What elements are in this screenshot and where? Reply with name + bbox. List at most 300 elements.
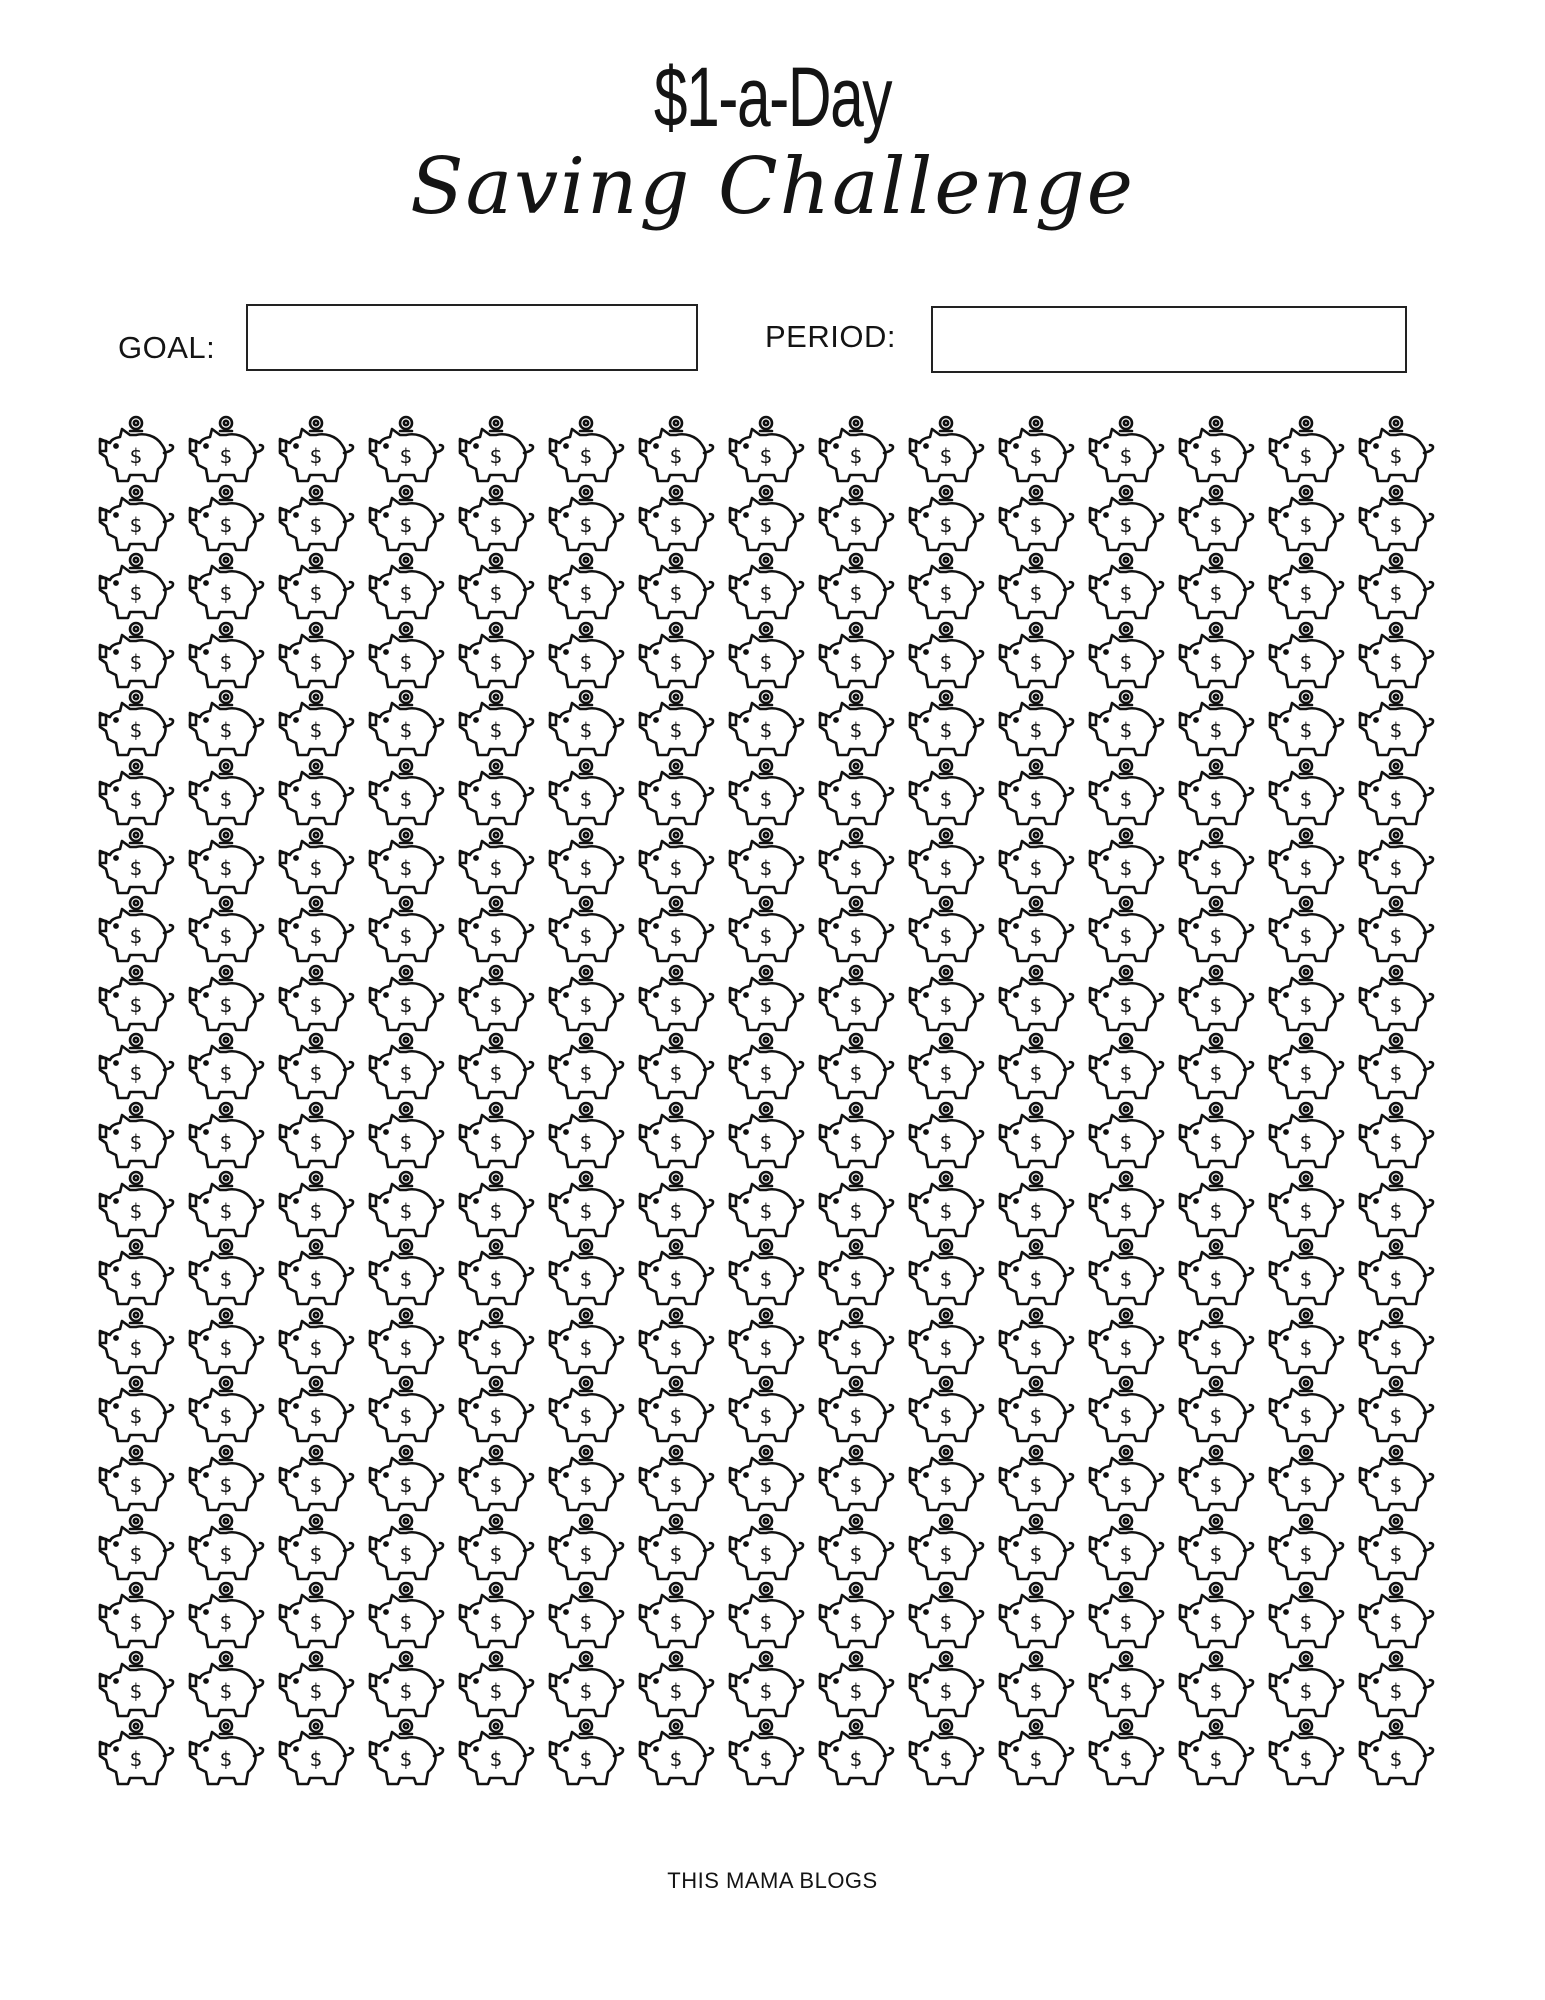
piggy-bank-icon[interactable] <box>366 1030 446 1105</box>
piggy-bank-icon[interactable] <box>1266 1716 1346 1791</box>
piggy-bank-icon[interactable] <box>456 1236 536 1311</box>
piggy-bank-icon[interactable] <box>636 550 716 625</box>
piggy-bank-icon[interactable] <box>1266 482 1346 557</box>
piggy-bank-icon[interactable] <box>1266 1236 1346 1311</box>
piggy-bank-icon[interactable] <box>1086 1168 1166 1243</box>
piggy-bank-icon[interactable] <box>816 962 896 1037</box>
piggy-bank-icon[interactable] <box>96 1030 176 1105</box>
piggy-bank-icon[interactable] <box>636 1030 716 1105</box>
piggy-bank-icon[interactable] <box>1086 619 1166 694</box>
piggy-bank-icon[interactable] <box>456 1511 536 1586</box>
piggy-bank-icon[interactable] <box>1176 1579 1256 1654</box>
piggy-bank-icon[interactable] <box>546 1099 626 1174</box>
piggy-bank-icon[interactable] <box>816 893 896 968</box>
piggy-bank-icon[interactable] <box>906 893 986 968</box>
piggy-bank-icon[interactable] <box>996 756 1076 831</box>
piggy-bank-icon[interactable] <box>906 1305 986 1380</box>
piggy-bank-icon[interactable] <box>1086 1030 1166 1105</box>
piggy-bank-icon[interactable] <box>96 825 176 900</box>
piggy-bank-icon[interactable] <box>816 1579 896 1654</box>
piggy-bank-icon[interactable] <box>276 619 356 694</box>
piggy-bank-icon[interactable] <box>276 1511 356 1586</box>
piggy-bank-icon[interactable] <box>186 619 266 694</box>
piggy-bank-icon[interactable] <box>816 482 896 557</box>
piggy-bank-icon[interactable] <box>1356 413 1436 488</box>
piggy-bank-icon[interactable] <box>456 1099 536 1174</box>
piggy-bank-icon[interactable] <box>1176 1648 1256 1723</box>
piggy-bank-icon[interactable] <box>636 1648 716 1723</box>
piggy-bank-icon[interactable] <box>276 1305 356 1380</box>
piggy-bank-icon[interactable] <box>546 619 626 694</box>
piggy-bank-icon[interactable] <box>1176 550 1256 625</box>
piggy-bank-icon[interactable] <box>1356 1168 1436 1243</box>
piggy-bank-icon[interactable] <box>816 1168 896 1243</box>
piggy-bank-icon[interactable] <box>996 413 1076 488</box>
piggy-bank-icon[interactable] <box>726 1442 806 1517</box>
piggy-bank-icon[interactable] <box>1176 1030 1256 1105</box>
piggy-bank-icon[interactable] <box>1086 893 1166 968</box>
piggy-bank-icon[interactable] <box>996 1099 1076 1174</box>
piggy-bank-icon[interactable] <box>1266 962 1346 1037</box>
piggy-bank-icon[interactable] <box>1266 619 1346 694</box>
piggy-bank-icon[interactable] <box>276 1716 356 1791</box>
piggy-bank-icon[interactable] <box>1266 550 1346 625</box>
piggy-bank-icon[interactable] <box>636 687 716 762</box>
piggy-bank-icon[interactable] <box>546 1305 626 1380</box>
piggy-bank-icon[interactable] <box>1266 413 1346 488</box>
piggy-bank-icon[interactable] <box>996 1236 1076 1311</box>
piggy-bank-icon[interactable] <box>276 1442 356 1517</box>
piggy-bank-icon[interactable] <box>636 1168 716 1243</box>
piggy-bank-icon[interactable] <box>1356 962 1436 1037</box>
piggy-bank-icon[interactable] <box>456 1305 536 1380</box>
piggy-bank-icon[interactable] <box>366 1305 446 1380</box>
piggy-bank-icon[interactable] <box>1086 1511 1166 1586</box>
piggy-bank-icon[interactable] <box>1176 1236 1256 1311</box>
piggy-bank-icon[interactable] <box>906 1168 986 1243</box>
piggy-bank-icon[interactable] <box>996 1168 1076 1243</box>
piggy-bank-icon[interactable] <box>1266 1305 1346 1380</box>
piggy-bank-icon[interactable] <box>1176 1442 1256 1517</box>
piggy-bank-icon[interactable] <box>366 1511 446 1586</box>
piggy-bank-icon[interactable] <box>186 1305 266 1380</box>
piggy-bank-icon[interactable] <box>726 756 806 831</box>
piggy-bank-icon[interactable] <box>816 1373 896 1448</box>
piggy-bank-icon[interactable] <box>726 1579 806 1654</box>
piggy-bank-icon[interactable] <box>906 413 986 488</box>
piggy-bank-icon[interactable] <box>1176 1305 1256 1380</box>
piggy-bank-icon[interactable] <box>366 893 446 968</box>
piggy-bank-icon[interactable] <box>906 1236 986 1311</box>
piggy-bank-icon[interactable] <box>186 1168 266 1243</box>
piggy-bank-icon[interactable] <box>726 1716 806 1791</box>
piggy-bank-icon[interactable] <box>546 1030 626 1105</box>
piggy-bank-icon[interactable] <box>1086 413 1166 488</box>
piggy-bank-icon[interactable] <box>996 1373 1076 1448</box>
piggy-bank-icon[interactable] <box>186 1373 266 1448</box>
piggy-bank-icon[interactable] <box>96 756 176 831</box>
piggy-bank-icon[interactable] <box>1086 1373 1166 1448</box>
piggy-bank-icon[interactable] <box>1086 825 1166 900</box>
piggy-bank-icon[interactable] <box>96 1305 176 1380</box>
piggy-bank-icon[interactable] <box>546 893 626 968</box>
piggy-bank-icon[interactable] <box>1176 619 1256 694</box>
piggy-bank-icon[interactable] <box>726 550 806 625</box>
piggy-bank-icon[interactable] <box>456 619 536 694</box>
piggy-bank-icon[interactable] <box>906 619 986 694</box>
piggy-bank-icon[interactable] <box>546 413 626 488</box>
piggy-bank-icon[interactable] <box>906 550 986 625</box>
piggy-bank-icon[interactable] <box>546 825 626 900</box>
piggy-bank-icon[interactable] <box>1356 1305 1436 1380</box>
piggy-bank-icon[interactable] <box>186 687 266 762</box>
piggy-bank-icon[interactable] <box>366 619 446 694</box>
piggy-bank-icon[interactable] <box>1356 1648 1436 1723</box>
piggy-bank-icon[interactable] <box>96 1373 176 1448</box>
piggy-bank-icon[interactable] <box>996 687 1076 762</box>
piggy-bank-icon[interactable] <box>96 1236 176 1311</box>
piggy-bank-icon[interactable] <box>1356 482 1436 557</box>
piggy-bank-icon[interactable] <box>456 756 536 831</box>
piggy-bank-icon[interactable] <box>1266 1168 1346 1243</box>
piggy-bank-icon[interactable] <box>186 550 266 625</box>
piggy-bank-icon[interactable] <box>96 413 176 488</box>
piggy-bank-icon[interactable] <box>1266 687 1346 762</box>
piggy-bank-icon[interactable] <box>1176 687 1256 762</box>
piggy-bank-icon[interactable] <box>456 1579 536 1654</box>
piggy-bank-icon[interactable] <box>816 1442 896 1517</box>
piggy-bank-icon[interactable] <box>96 550 176 625</box>
piggy-bank-icon[interactable] <box>276 825 356 900</box>
piggy-bank-icon[interactable] <box>726 1511 806 1586</box>
piggy-bank-icon[interactable] <box>1176 482 1256 557</box>
piggy-bank-icon[interactable] <box>636 1236 716 1311</box>
piggy-bank-icon[interactable] <box>276 893 356 968</box>
piggy-bank-icon[interactable] <box>276 1579 356 1654</box>
piggy-bank-icon[interactable] <box>96 1168 176 1243</box>
piggy-bank-icon[interactable] <box>276 1648 356 1723</box>
piggy-bank-icon[interactable] <box>816 619 896 694</box>
piggy-bank-icon[interactable] <box>636 962 716 1037</box>
piggy-bank-icon[interactable] <box>186 1236 266 1311</box>
piggy-bank-icon[interactable] <box>636 413 716 488</box>
piggy-bank-icon[interactable] <box>816 1716 896 1791</box>
period-field[interactable] <box>931 306 1407 373</box>
piggy-bank-icon[interactable] <box>96 619 176 694</box>
piggy-bank-icon[interactable] <box>456 1030 536 1105</box>
piggy-bank-icon[interactable] <box>1086 1442 1166 1517</box>
piggy-bank-icon[interactable] <box>366 1579 446 1654</box>
piggy-bank-icon[interactable] <box>1356 619 1436 694</box>
piggy-bank-icon[interactable] <box>1356 1099 1436 1174</box>
piggy-bank-icon[interactable] <box>636 1305 716 1380</box>
piggy-bank-icon[interactable] <box>1176 1099 1256 1174</box>
piggy-bank-icon[interactable] <box>726 1236 806 1311</box>
piggy-bank-icon[interactable] <box>636 893 716 968</box>
piggy-bank-icon[interactable] <box>1266 1030 1346 1105</box>
piggy-bank-icon[interactable] <box>726 962 806 1037</box>
piggy-bank-icon[interactable] <box>186 482 266 557</box>
piggy-bank-icon[interactable] <box>456 1168 536 1243</box>
piggy-bank-icon[interactable] <box>1266 1373 1346 1448</box>
piggy-bank-icon[interactable] <box>96 1511 176 1586</box>
piggy-bank-icon[interactable] <box>1176 756 1256 831</box>
piggy-bank-icon[interactable] <box>1086 1099 1166 1174</box>
piggy-bank-icon[interactable] <box>1086 687 1166 762</box>
piggy-bank-icon[interactable] <box>96 893 176 968</box>
piggy-bank-icon[interactable] <box>456 1373 536 1448</box>
piggy-bank-icon[interactable] <box>906 1442 986 1517</box>
piggy-bank-icon[interactable] <box>906 756 986 831</box>
piggy-bank-icon[interactable] <box>456 1716 536 1791</box>
piggy-bank-icon[interactable] <box>186 1716 266 1791</box>
piggy-bank-icon[interactable] <box>996 893 1076 968</box>
piggy-bank-icon[interactable] <box>1086 550 1166 625</box>
piggy-bank-icon[interactable] <box>366 550 446 625</box>
piggy-bank-icon[interactable] <box>726 825 806 900</box>
piggy-bank-icon[interactable] <box>816 1030 896 1105</box>
piggy-bank-icon[interactable] <box>1356 1030 1436 1105</box>
piggy-bank-icon[interactable] <box>636 619 716 694</box>
piggy-bank-icon[interactable] <box>816 1099 896 1174</box>
piggy-bank-icon[interactable] <box>726 1305 806 1380</box>
piggy-bank-icon[interactable] <box>186 893 266 968</box>
piggy-bank-icon[interactable] <box>816 756 896 831</box>
piggy-bank-icon[interactable] <box>636 1716 716 1791</box>
piggy-bank-icon[interactable] <box>456 893 536 968</box>
piggy-bank-icon[interactable] <box>186 1099 266 1174</box>
piggy-bank-icon[interactable] <box>276 413 356 488</box>
piggy-bank-icon[interactable] <box>1266 1099 1346 1174</box>
piggy-bank-icon[interactable] <box>636 1099 716 1174</box>
piggy-bank-icon[interactable] <box>906 1716 986 1791</box>
piggy-bank-icon[interactable] <box>186 756 266 831</box>
piggy-bank-icon[interactable] <box>366 1099 446 1174</box>
piggy-bank-icon[interactable] <box>816 1305 896 1380</box>
piggy-bank-icon[interactable] <box>366 687 446 762</box>
piggy-bank-icon[interactable] <box>1086 756 1166 831</box>
piggy-bank-icon[interactable] <box>1176 825 1256 900</box>
piggy-bank-icon[interactable] <box>906 1579 986 1654</box>
piggy-bank-icon[interactable] <box>636 1442 716 1517</box>
piggy-bank-icon[interactable] <box>276 1236 356 1311</box>
piggy-bank-icon[interactable] <box>726 1648 806 1723</box>
piggy-bank-icon[interactable] <box>1176 1168 1256 1243</box>
piggy-bank-icon[interactable] <box>456 413 536 488</box>
piggy-bank-icon[interactable] <box>1086 1305 1166 1380</box>
piggy-bank-icon[interactable] <box>1176 1511 1256 1586</box>
piggy-bank-icon[interactable] <box>1356 756 1436 831</box>
piggy-bank-icon[interactable] <box>186 1511 266 1586</box>
piggy-bank-icon[interactable] <box>366 482 446 557</box>
piggy-bank-icon[interactable] <box>1176 1716 1256 1791</box>
piggy-bank-icon[interactable] <box>276 1099 356 1174</box>
piggy-bank-icon[interactable] <box>546 1168 626 1243</box>
piggy-bank-icon[interactable] <box>276 687 356 762</box>
piggy-bank-icon[interactable] <box>546 1236 626 1311</box>
piggy-bank-icon[interactable] <box>1266 825 1346 900</box>
piggy-bank-icon[interactable] <box>276 962 356 1037</box>
piggy-bank-icon[interactable] <box>906 1373 986 1448</box>
piggy-bank-icon[interactable] <box>546 482 626 557</box>
piggy-bank-icon[interactable] <box>96 1648 176 1723</box>
piggy-bank-icon[interactable] <box>636 1579 716 1654</box>
piggy-bank-icon[interactable] <box>1266 893 1346 968</box>
piggy-bank-icon[interactable] <box>996 1305 1076 1380</box>
piggy-bank-icon[interactable] <box>96 962 176 1037</box>
piggy-bank-icon[interactable] <box>1266 1579 1346 1654</box>
piggy-bank-icon[interactable] <box>1356 1373 1436 1448</box>
piggy-bank-icon[interactable] <box>1086 1648 1166 1723</box>
piggy-bank-icon[interactable] <box>1356 1716 1436 1791</box>
piggy-bank-icon[interactable] <box>456 687 536 762</box>
piggy-bank-icon[interactable] <box>1086 1236 1166 1311</box>
piggy-bank-icon[interactable] <box>1356 825 1436 900</box>
piggy-bank-icon[interactable] <box>636 482 716 557</box>
piggy-bank-icon[interactable] <box>996 550 1076 625</box>
piggy-bank-icon[interactable] <box>906 482 986 557</box>
piggy-bank-icon[interactable] <box>546 687 626 762</box>
piggy-bank-icon[interactable] <box>366 962 446 1037</box>
piggy-bank-icon[interactable] <box>906 962 986 1037</box>
piggy-bank-icon[interactable] <box>1266 1442 1346 1517</box>
piggy-bank-icon[interactable] <box>1356 1236 1436 1311</box>
piggy-bank-icon[interactable] <box>96 1442 176 1517</box>
piggy-bank-icon[interactable] <box>996 1648 1076 1723</box>
piggy-bank-icon[interactable] <box>906 1648 986 1723</box>
piggy-bank-icon[interactable] <box>1356 550 1436 625</box>
piggy-bank-icon[interactable] <box>186 1442 266 1517</box>
piggy-bank-icon[interactable] <box>546 1648 626 1723</box>
piggy-bank-icon[interactable] <box>906 1099 986 1174</box>
piggy-bank-icon[interactable] <box>816 413 896 488</box>
piggy-bank-icon[interactable] <box>366 1648 446 1723</box>
piggy-bank-icon[interactable] <box>1176 1373 1256 1448</box>
piggy-bank-icon[interactable] <box>996 1579 1076 1654</box>
piggy-bank-icon[interactable] <box>276 1168 356 1243</box>
piggy-bank-icon[interactable] <box>726 619 806 694</box>
piggy-bank-icon[interactable] <box>186 962 266 1037</box>
piggy-bank-icon[interactable] <box>816 825 896 900</box>
piggy-bank-icon[interactable] <box>186 1030 266 1105</box>
piggy-bank-icon[interactable] <box>96 482 176 557</box>
piggy-bank-icon[interactable] <box>366 756 446 831</box>
piggy-bank-icon[interactable] <box>1356 893 1436 968</box>
piggy-bank-icon[interactable] <box>1356 1511 1436 1586</box>
piggy-bank-icon[interactable] <box>906 1030 986 1105</box>
piggy-bank-icon[interactable] <box>816 1648 896 1723</box>
piggy-bank-icon[interactable] <box>1176 413 1256 488</box>
piggy-bank-icon[interactable] <box>1086 482 1166 557</box>
piggy-bank-icon[interactable] <box>546 1579 626 1654</box>
piggy-bank-icon[interactable] <box>1086 962 1166 1037</box>
piggy-bank-icon[interactable] <box>726 1373 806 1448</box>
piggy-bank-icon[interactable] <box>276 1373 356 1448</box>
piggy-bank-icon[interactable] <box>546 1511 626 1586</box>
piggy-bank-icon[interactable] <box>456 962 536 1037</box>
piggy-bank-icon[interactable] <box>636 756 716 831</box>
piggy-bank-icon[interactable] <box>726 1168 806 1243</box>
piggy-bank-icon[interactable] <box>996 1030 1076 1105</box>
piggy-bank-icon[interactable] <box>1266 756 1346 831</box>
piggy-bank-icon[interactable] <box>186 825 266 900</box>
piggy-bank-icon[interactable] <box>366 825 446 900</box>
piggy-bank-icon[interactable] <box>996 825 1076 900</box>
piggy-bank-icon[interactable] <box>1086 1716 1166 1791</box>
piggy-bank-icon[interactable] <box>186 1579 266 1654</box>
piggy-bank-icon[interactable] <box>366 1442 446 1517</box>
piggy-bank-icon[interactable] <box>996 482 1076 557</box>
piggy-bank-icon[interactable] <box>546 1373 626 1448</box>
piggy-bank-icon[interactable] <box>726 1099 806 1174</box>
piggy-bank-icon[interactable] <box>276 756 356 831</box>
piggy-bank-icon[interactable] <box>726 893 806 968</box>
piggy-bank-icon[interactable] <box>996 1716 1076 1791</box>
piggy-bank-icon[interactable] <box>996 1442 1076 1517</box>
piggy-bank-icon[interactable] <box>366 1168 446 1243</box>
piggy-bank-icon[interactable] <box>906 1511 986 1586</box>
piggy-bank-icon[interactable] <box>636 1373 716 1448</box>
piggy-bank-icon[interactable] <box>1356 1442 1436 1517</box>
piggy-bank-icon[interactable] <box>366 1716 446 1791</box>
piggy-bank-icon[interactable] <box>816 1511 896 1586</box>
piggy-bank-icon[interactable] <box>366 413 446 488</box>
piggy-bank-icon[interactable] <box>546 1442 626 1517</box>
piggy-bank-icon[interactable] <box>276 550 356 625</box>
piggy-bank-icon[interactable] <box>1356 687 1436 762</box>
piggy-bank-icon[interactable] <box>996 962 1076 1037</box>
piggy-bank-icon[interactable] <box>546 550 626 625</box>
piggy-bank-icon[interactable] <box>366 1236 446 1311</box>
piggy-bank-icon[interactable] <box>276 482 356 557</box>
piggy-bank-icon[interactable] <box>546 962 626 1037</box>
piggy-bank-icon[interactable] <box>276 1030 356 1105</box>
piggy-bank-icon[interactable] <box>1356 1579 1436 1654</box>
piggy-bank-icon[interactable] <box>1266 1648 1346 1723</box>
piggy-bank-icon[interactable] <box>456 1442 536 1517</box>
piggy-bank-icon[interactable] <box>906 825 986 900</box>
piggy-bank-icon[interactable] <box>96 1579 176 1654</box>
piggy-bank-icon[interactable] <box>546 1716 626 1791</box>
piggy-bank-icon[interactable] <box>96 1099 176 1174</box>
piggy-bank-icon[interactable] <box>726 413 806 488</box>
piggy-bank-icon[interactable] <box>456 1648 536 1723</box>
piggy-bank-icon[interactable] <box>996 1511 1076 1586</box>
piggy-bank-icon[interactable] <box>726 1030 806 1105</box>
piggy-bank-icon[interactable] <box>1086 1579 1166 1654</box>
piggy-bank-icon[interactable] <box>186 1648 266 1723</box>
piggy-bank-icon[interactable] <box>816 1236 896 1311</box>
piggy-bank-icon[interactable] <box>546 756 626 831</box>
piggy-bank-icon[interactable] <box>96 1716 176 1791</box>
piggy-bank-icon[interactable] <box>816 687 896 762</box>
piggy-bank-icon[interactable] <box>636 1511 716 1586</box>
goal-field[interactable] <box>246 304 698 371</box>
piggy-bank-icon[interactable] <box>1176 962 1256 1037</box>
piggy-bank-icon[interactable] <box>996 619 1076 694</box>
piggy-bank-icon[interactable] <box>456 825 536 900</box>
piggy-bank-icon[interactable] <box>96 687 176 762</box>
piggy-bank-icon[interactable] <box>816 550 896 625</box>
piggy-bank-icon[interactable] <box>186 413 266 488</box>
piggy-bank-icon[interactable] <box>1266 1511 1346 1586</box>
piggy-bank-icon[interactable] <box>456 550 536 625</box>
piggy-bank-icon[interactable] <box>636 825 716 900</box>
piggy-bank-icon[interactable] <box>726 482 806 557</box>
piggy-bank-icon[interactable] <box>366 1373 446 1448</box>
piggy-bank-icon[interactable] <box>1176 893 1256 968</box>
piggy-bank-icon[interactable] <box>456 482 536 557</box>
